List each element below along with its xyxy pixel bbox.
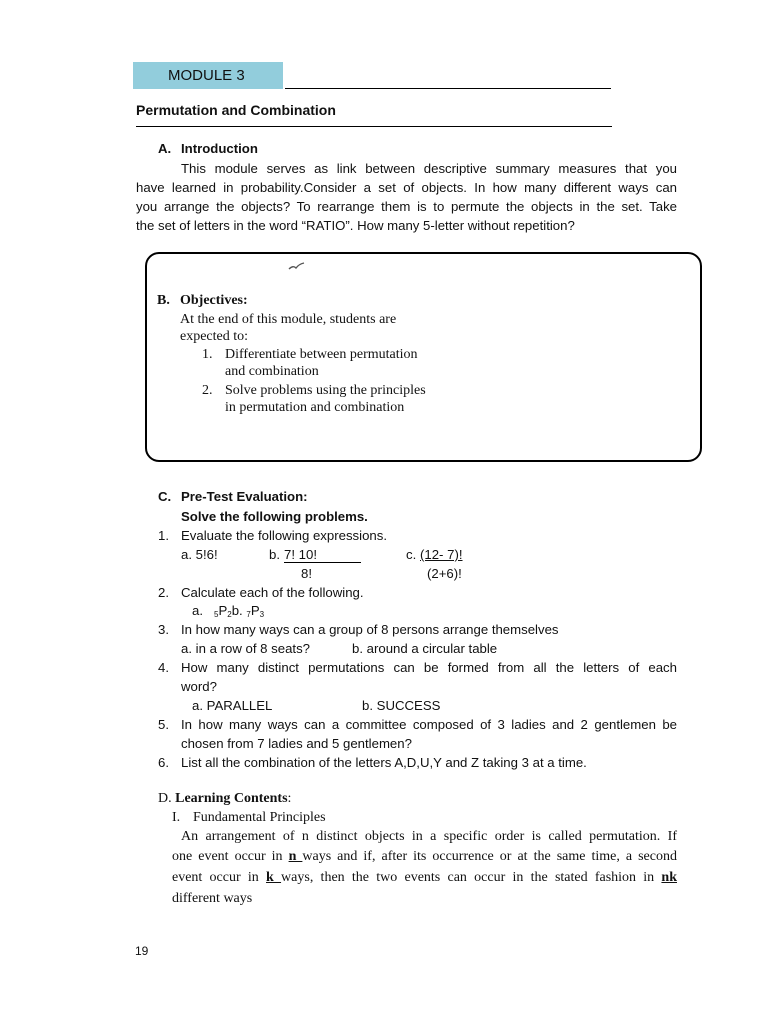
question-4a: a. PARALLEL: [192, 698, 273, 713]
question-5-line-2: chosen from 7 ladies and 5 gentlemen?: [181, 736, 412, 751]
learning-text: event occur in: [172, 870, 267, 885]
question-6: List all the combination of the letters A,D,U,Y and Z taking 3 at a time.: [181, 755, 587, 770]
learning-paragraph-line-4: different ways: [172, 891, 253, 906]
question-1b-label: b.: [269, 547, 280, 562]
objective-2-line-2: in permutation and combination: [225, 400, 405, 415]
objectives-heading: Objectives:: [180, 293, 248, 308]
objective-number: 2.: [202, 383, 213, 398]
question-number: 1.: [158, 528, 169, 543]
question-1: Evaluate the following expressions.: [181, 528, 387, 543]
intro-line-3: you arrange the objects? To rearrange them is to permute the objects in the set. Take: [136, 199, 677, 214]
objective-number: 1.: [202, 347, 213, 362]
variable-k: k: [266, 870, 282, 885]
question-3: In how many ways can a group of 8 persons arrange themselves: [181, 622, 559, 637]
question-number: 5.: [158, 717, 169, 732]
variable-n: n: [288, 849, 303, 864]
intro-line-4: the set of letters in the word “RATIO”. How many 5-letter without repetition?: [136, 218, 575, 233]
module-tag: MODULE 3: [133, 62, 283, 89]
learning-subnumber: I.: [172, 810, 181, 825]
objective-1-line-1: Differentiate between permutation: [225, 347, 418, 362]
learning-colon: :: [287, 791, 292, 806]
learning-heading-line: [158, 791, 291, 807]
learning-text: ways and if, after its occurrence or at the same time, a second: [302, 849, 677, 864]
question-2a-r: 2: [227, 610, 232, 619]
intro-line-2: have learned in probability.Consider a set of objects. In how many different ways can: [136, 180, 677, 195]
learning-paragraph-line-1: An arrangement of n distinct objects in a specific order is called permutation. If: [181, 829, 677, 844]
objectives-intro-1: At the end of this module, students are: [180, 312, 397, 327]
question-1c-denominator: (2+6)!: [427, 566, 462, 581]
objectives-intro-2: expected to:: [180, 329, 249, 344]
objectives-letter: B.: [157, 293, 170, 308]
intro-heading: Introduction: [181, 141, 258, 156]
intro-line-1: This module serves as link between descriptive summary measures that you: [181, 161, 677, 176]
learning-letter: D.: [158, 791, 172, 806]
pretest-letter: C.: [158, 489, 172, 504]
learning-heading: Learning Contents: [175, 791, 288, 806]
question-number: 6.: [158, 755, 169, 770]
title-rule: [136, 126, 612, 127]
question-5-line-1: In how many ways can a committee composed of 3 ladies and 2 gentlemen be: [181, 717, 677, 732]
variable-nk: nk: [661, 870, 677, 885]
header-rule: [285, 88, 611, 89]
learning-subheading: Fundamental Principles: [193, 810, 326, 825]
question-2b-r: 3: [259, 610, 265, 619]
question-2b-p: P: [250, 603, 260, 618]
question-1c-numerator: (12- 7)!: [420, 547, 463, 562]
question-4-line-2: word?: [181, 679, 217, 694]
question-number: 2.: [158, 585, 169, 600]
pretest-subheading: Solve the following problems.: [181, 509, 368, 524]
question-1c-label: c.: [406, 547, 417, 562]
question-2a-label: a.: [192, 603, 203, 618]
learning-text: ways, then the two events can occur in the stated fashion in: [281, 870, 662, 885]
pretest-heading: Pre-Test Evaluation:: [181, 489, 308, 504]
intro-letter: A.: [158, 141, 172, 156]
objective-1-line-2: and combination: [225, 364, 319, 379]
learning-text: one event occur in: [172, 849, 289, 864]
question-2: Calculate each of the following.: [181, 585, 364, 600]
page-number: 19: [135, 944, 149, 958]
pen-mark-icon: [288, 261, 306, 271]
question-4b: b. SUCCESS: [362, 698, 441, 713]
learning-paragraph-line-2: [172, 849, 677, 865]
question-3b: b. around a circular table: [352, 641, 498, 656]
question-1b-denominator: 8!: [301, 566, 312, 581]
question-2a-n: 5: [214, 610, 219, 619]
question-2b-n: 7: [246, 610, 251, 619]
question-2b-label: b.: [231, 603, 243, 618]
question-4-line-1: How many distinct permutations can be formed from all the letters of each: [181, 660, 677, 675]
question-2-items: [192, 603, 264, 619]
question-1a: a. 5!6!: [181, 547, 218, 562]
question-number: 3.: [158, 622, 169, 637]
page-title: Permutation and Combination: [136, 102, 336, 118]
question-3a: a. in a row of 8 seats?: [181, 641, 311, 656]
question-number: 4.: [158, 660, 169, 675]
question-2a-p: P: [218, 603, 228, 618]
objective-2-line-1: Solve problems using the principles: [225, 383, 426, 398]
learning-paragraph-line-3: [172, 870, 677, 886]
question-1b-numerator: 7! 10!: [284, 547, 361, 563]
